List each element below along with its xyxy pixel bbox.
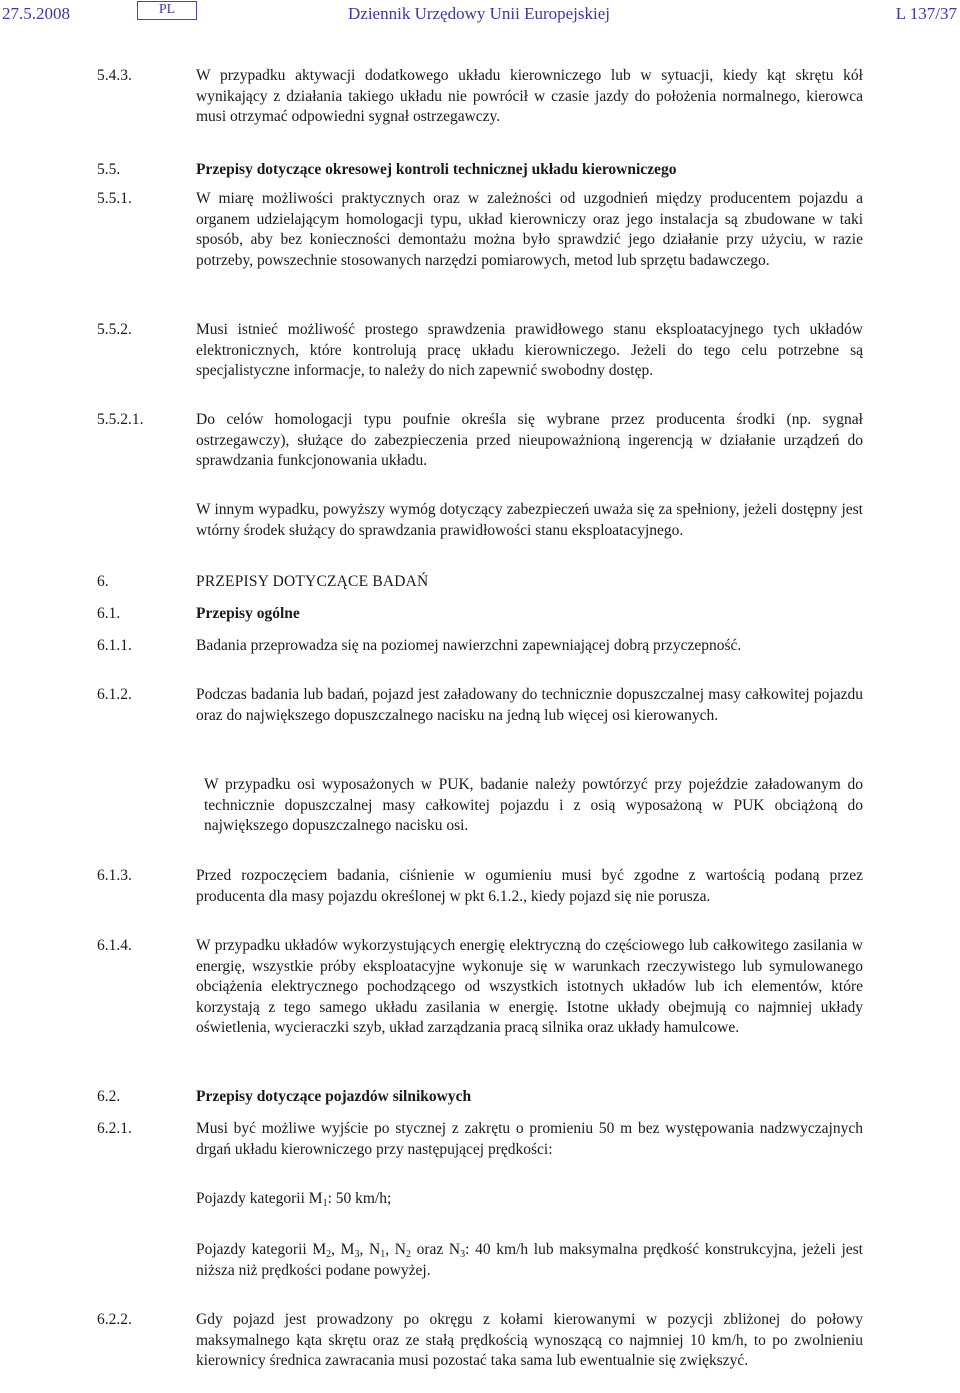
section-number-5-4-3: 5.4.3. [97,67,132,84]
section-number-5-5-2: 5.5.2. [97,321,132,338]
section-text-6-1-2: Podczas badania lub badań, pojazd jest załadowany do technicznie dopuszczalnej masy całkowitej pojazdu oraz do największego dopuszczalnego nacisku na jedną lub więcej osi kierowanych. [196,686,863,724]
section-number-6-1-3: 6.1.3. [97,867,132,884]
section-text-5-5-2-1-para2: W innym wypadku, powyższy wymóg dotyczący zabezpieczeń uważa się za spełniony, jeżeli dostępny jest wtórny środek służący do sprawdzania prawidłowości stanu eksploatacyjnego. [196,501,863,539]
section-number-6-2-2: 6.2.2. [97,1311,132,1328]
section-number-6-2: 6.2. [97,1088,121,1105]
section-heading-5-5: Przepisy dotyczące okresowej kontroli technicznej układu kierowniczego [196,161,677,178]
section-text-6-1-4: W przypadku układów wykorzystujących energię elektryczną do częściowego lub całkowitego zasilania w energię, wszystkie próby eksploatacyjne wykonuje się w warunkach rzeczywistego lub symulowanego obciążenia elektrycznego pochodzącego od wszystkich istotnych układów lub ich elementów, które korzystają z tego samego układu zasilania w energię. Istotne układy obejmują co najmniej układy oświetlenia, wycieraczki szyb, układ zarządzania pracą silnika oraz układy hamulcowe. [196,937,863,1036]
journal-title: Dziennik Urzędowy Unii Europejskiej [348,4,611,23]
language-badge: PL [137,1,197,20]
section-text-6-1-2-para2: W przypadku osi wyposażonych w PUK, badanie należy powtórzyć przy pojeździe załadowanym do technicznie dopuszczalnej masy całkowitej pojazdu i z osią wyposażoną w PUK obciążoną do największego dopuszczalnego nacisku osi. [204,776,863,834]
section-heading-6-2: Przepisy dotyczące pojazdów silnikowych [196,1088,472,1105]
section-number-6-1-2: 6.1.2. [97,686,132,703]
section-number-6-1: 6.1. [97,605,121,622]
section-text-5-5-2-1: Do celów homologacji typu poufnie określa się wybrane przez producenta środki (np. sygnał ostrzegawczy), służące do zabezpieczenia przed nieupoważnioną ingerencją w działanie urządzeń do sprawdzania funkcjonowania układu. [196,411,863,469]
section-heading-6: PRZEPISY DOTYCZĄCE BADAŃ [196,573,429,590]
section-number-6-1-4: 6.1.4. [97,937,132,954]
section-number-5-5-2-1: 5.5.2.1. [97,411,144,428]
section-text-5-4-3: W przypadku aktywacji dodatkowego układu kierowniczego lub w sytuacji, kiedy kąt skrętu kół wynikający z działania takiego układu nie powrócił w czasie jazdy do położenia normalnego, kierowca musi otrzymać odpowiedni sygnał ostrzegawczy. [196,67,863,125]
section-text-6-2-2: Gdy pojazd jest prowadzony po okręgu z kołami kierowanymi w pozycji zbliżonej do połowy maksymalnego kąta skrętu oraz ze stałą prędkością wynoszącą co najmniej 10 km/h, to po zwolnieniu kierownicy średnica zawracania musi pozostać taka sama lub ewentualnie się zwiększyć. [196,1311,863,1369]
speed-category-others: Pojazdy kategorii $M_2$, $M_3$, $N_1$, $N_2$ oraz $N_3$: 40 km/h lub maksymalna prędkość konstrukcyjna, jeżeli jest niższa niż prędkości podane powyżej. [196,1241,863,1279]
header-date: 27.5.2008 [2,4,70,23]
speed-category-m1: Pojazdy kategorii $M_1$: 50 km/h; [196,1190,392,1209]
section-text-6-1-1: Badania przeprowadza się na poziomej nawierzchni zapewniającej dobrą przyczepność. [196,637,742,654]
section-number-5-5: 5.5. [97,161,121,178]
section-number-5-5-1: 5.5.1. [97,190,132,207]
section-text-5-5-2: Musi istnieć możliwość prostego sprawdzenia prawidłowego stanu eksploatacyjnego tych układów elektronicznych, które kontrolują pracę układu kierowniczego. Jeżeli do tego celu potrzebne są specjalistyczne informacje, to należy do nich zapewnić swobodny dostęp. [196,321,863,379]
section-text-5-5-1: W miarę możliwości praktycznych oraz w zależności od uzgodnień między producentem pojazdu a organem udzielającym homologacji typu, układ kierowniczy oraz jego instalacja są zbudowane w taki sposób, aby bez konieczności demontażu można było sprawdzić jego działanie przy użyciu, w razie potrzeby, powszechnie stosowanych narzędzi pomiarowych, metod lub sprzętu badawczego. [196,190,863,269]
page-number: L 137/37 [895,4,957,23]
section-text-6-1-3: Przed rozpoczęciem badania, ciśnienie w ogumieniu musi być zgodne z wartością podaną przez producenta dla masy pojazdu określonej w pkt 6.1.2., kiedy pojazd się nie porusza. [196,867,863,905]
section-heading-6-1: Przepisy ogólne [196,605,300,622]
section-text-6-2-1: Musi być możliwe wyjście po stycznej z zakrętu o promieniu 50 m bez występowania nadzwyczajnych drgań układu kierowniczego przy następującej prędkości: [196,1120,863,1158]
section-number-6: 6. [97,573,109,590]
section-number-6-2-1: 6.2.1. [97,1120,132,1137]
section-number-6-1-1: 6.1.1. [97,637,132,654]
